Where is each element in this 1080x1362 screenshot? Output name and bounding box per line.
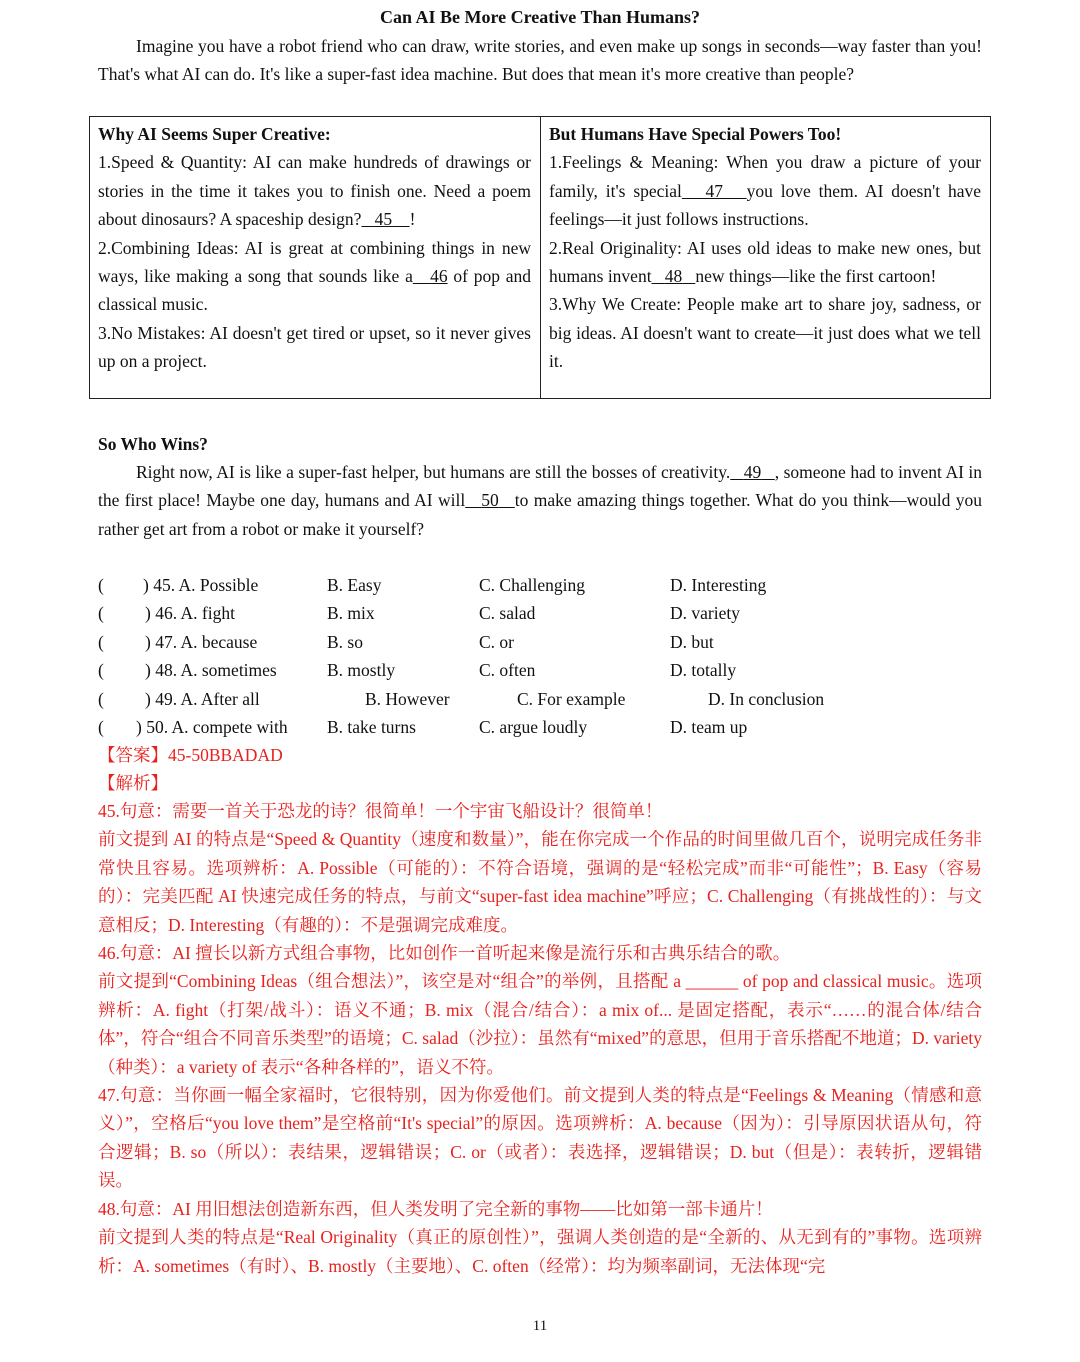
- analysis-label: 【解析】: [98, 773, 168, 793]
- explanation-46-meaning: 46.句意：AI 擅长以新方式组合事物，比如创作一首听起来像是流行乐和古典乐结合的歌。: [98, 943, 791, 964]
- question-50-options: ( ) 50. A. compete with B. take turns C. argue loudly D. team up: [98, 716, 748, 737]
- left-point-2: 2.Combining Ideas: AI is great at combining things in new ways, like making a song that sounds like a 46 of pop and classical music.: [98, 237, 531, 315]
- explanations: [98, 797, 982, 1280]
- question-46-options: ( ) 46. A. fight B. mix C. salad D. variety: [98, 603, 740, 624]
- options-list: [98, 571, 998, 741]
- section-heading: So Who Wins?: [98, 434, 208, 454]
- right-point-2: 2.Real Originality: AI uses old ideas to make new ones, but humans invent 48 new things—like the first cartoon!: [549, 237, 981, 287]
- explanation-48-meaning: 48.句意：AI 用旧想法创造新东西，但人类发明了完全新的事物——比如第一部卡通片！: [98, 1198, 773, 1219]
- right-point-1: 1.Feelings & Meaning: When you draw a picture of your family, it's special 47 you love them. AI doesn't have feelings—it just follows instructions.: [549, 152, 981, 230]
- blank-46: 46: [430, 266, 448, 287]
- explanation-45-meaning: 45.句意：需要一首关于恐龙的诗？很简单！一个宇宙飞船设计？很简单！: [98, 801, 663, 821]
- page-number: 11: [532, 1318, 548, 1334]
- blank-50: 50: [481, 490, 499, 511]
- left-column-heading: Why AI Seems Super Creative:: [98, 124, 331, 144]
- question-49-options: ( ) 49. A. After all B. However C. For example D. In conclusion: [98, 688, 825, 709]
- blank-47: 47: [705, 180, 723, 201]
- explanation-48-detail: 前文提到人类的特点是“Real Originality（真正的原创性）”，强调人类创造的是“全新的、从无到有的”事物。选项辨析：A. sometimes（有时）、B. mostly（主要地）、C. often（经常）：均为频率副词，无法体现“完: [98, 1227, 982, 1276]
- blank-49: 49: [743, 462, 762, 482]
- comparison-table: [89, 116, 991, 399]
- blank-48: 48: [664, 266, 683, 287]
- table-left-column: [90, 117, 541, 398]
- conclusion-paragraph: Right now, AI is like a super-fast helper, but humans are still the bosses of creativity. 49 , someone had to invent AI in the first place! Maybe one day, humans and AI will 50 to make amazing things together. What do you think—would you rather get art from a robot or make it yourself?: [98, 462, 983, 539]
- intro-paragraph: Imagine you have a robot friend who can draw, write stories, and even make up songs in seconds—way faster than you! That's what AI can do. It's like a super-fast idea machine. But does that mean it's more creative than people?: [98, 36, 982, 85]
- question-48-options: ( ) 48. A. sometimes B. mostly C. often D. totally: [98, 660, 737, 681]
- left-point-1: 1.Speed & Quantity: AI can make hundreds of drawings or stories in the time it takes you to finish one. Need a poem about dinosaurs? A spaceship design? 45 !: [98, 152, 531, 230]
- article-title: Can AI Be More Creative Than Humans?: [379, 7, 701, 27]
- explanation-46-detail: 前文提到“Combining Ideas（组合想法）”，该空是对“组合”的举例，且搭配 a ______ of pop and classical music。选项辨析：A. fight（打架/战斗）：语义不通；B. mix（混合/结合）：a mix of... 是固定搭配，表示“……的混合体/结合体”，符合“组合不同音乐类型”的语境；C. salad（沙拉）：虽然有“mixed”的意思，但用于音乐搭配不地道；D. variety（种类）：a variety of 表示“各种各样的”，语义不符。: [98, 971, 982, 1077]
- answer-key: 【答案】45-50BBADAD: [98, 745, 283, 765]
- right-column-heading: But Humans Have Special Powers Too!: [549, 124, 842, 144]
- table-right-column: [541, 117, 990, 398]
- question-47-options: ( ) 47. A. because B. so C. or D. but: [98, 631, 714, 652]
- explanation-47: 47.句意：当你画一幅全家福时，它很特别，因为你爱他们。前文提到人类的特点是“Feelings & Meaning（情感和意义）”，空格后“you love them”是空格前“It's special”的原因。选项辨析：A. because（因为）：引导原因状语从句，符合逻辑；B. so（所以）：表结果，逻辑错误；C. or（或者）：表选择，逻辑错误；D. but（但是）：表转折，逻辑错误。: [98, 1085, 982, 1191]
- right-point-3: 3.Why We Create: People make art to share joy, sadness, or big ideas. AI doesn't want to create—it just does what we tell it.: [549, 294, 981, 372]
- left-point-3: 3.No Mistakes: AI doesn't get tired or upset, so it never gives up on a project.: [98, 322, 531, 372]
- explanation-45-detail: 前文提到 AI 的特点是“Speed & Quantity（速度和数量）”，能在你完成一个作品的时间里做几百个，说明完成任务非常快且容易。选项辨析：A. Possible（可能的）：不符合语境，强调的是“轻松完成”而非“可能性”；B. Easy（容易的）：完美匹配 AI 快速完成任务的特点，与前文“super-fast idea machine”呼应；C. Challenging（有挑战性的）：与文意相反；D. Interesting（有趣的）：不是强调完成难度。: [98, 829, 982, 935]
- blank-45: 45: [374, 209, 393, 230]
- question-45-options: ( ) 45. A. Possible B. Easy C. Challenging D. Interesting: [98, 575, 767, 595]
